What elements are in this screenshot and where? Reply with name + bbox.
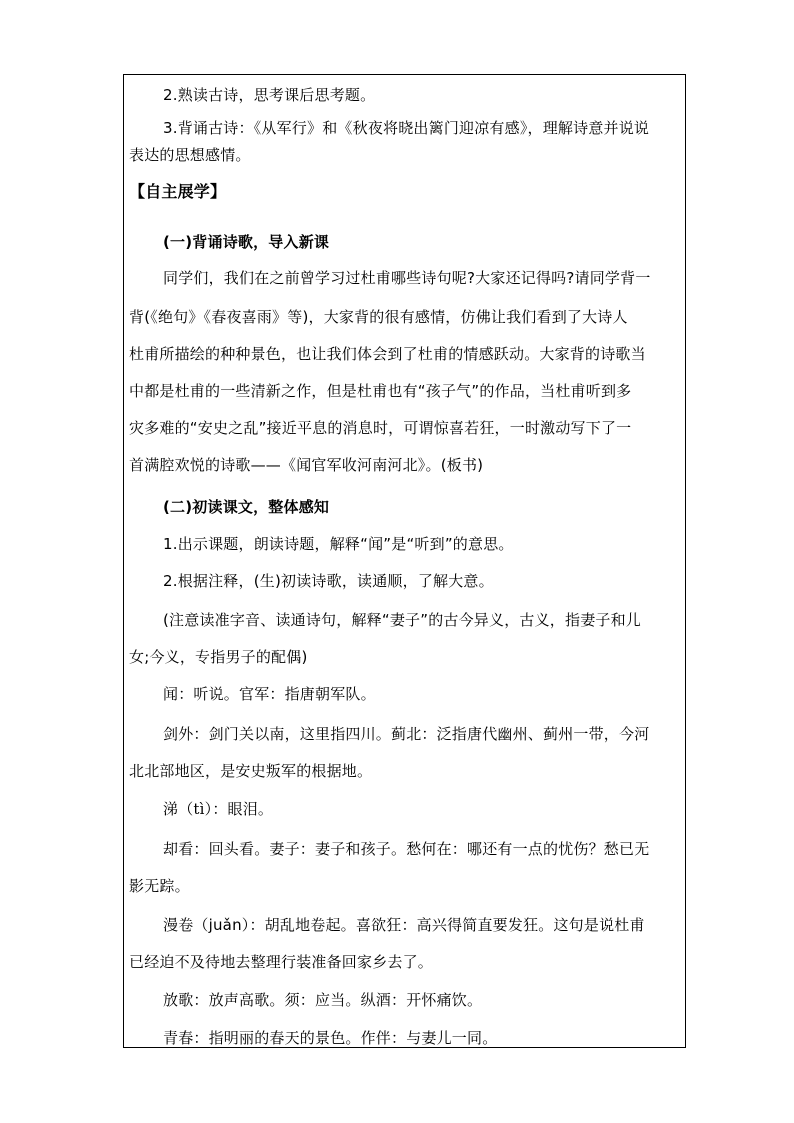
text-line-7: 背(《绝句》《春夜喜雨》等)，大家背的很有感情，仿佛让我们看到了大诗人 (129, 308, 628, 326)
text-line-13: 1.出示课题，朗读诗题，解释“闻”是“听到”的意思。 (163, 535, 514, 553)
text-line-16: 女;今义，专指男子的配偶) (129, 648, 308, 666)
text-line-20: 涕（tì）：眼泪。 (163, 800, 274, 818)
text-line-24: 已经迫不及待地去整理行装准备回家乡去了。 (129, 953, 434, 971)
text-line-1: 2.熟读古诗，思考课后思考题。 (163, 86, 376, 104)
text-line-3: 表达的思想感情。 (129, 146, 251, 164)
text-line-10: 灾多难的“安史之乱”接近平息的消息时，可谓惊喜若狂，一时激动写下了一 (129, 419, 632, 437)
text-line-2: 3.背诵古诗：《从军行》和《秋夜将晓出篱门迎凉有感》，理解诗意并说说 (163, 119, 650, 137)
text-line-22: 影无踪。 (129, 877, 190, 895)
text-line-19: 北北部地区，是安史叛军的根据地。 (129, 762, 373, 780)
text-line-11: 首满腔欢悦的诗歌——《闻官军收河南河北》。(板书) (129, 456, 484, 474)
text-line-14: 2.根据注释，(生)初读诗歌，读通顺，了解大意。 (163, 572, 494, 590)
document-frame (123, 74, 686, 1048)
text-line-21: 却看：回头看。妻子：妻子和孩子。愁何在：哪还有一点的忧伤？愁已无 (163, 840, 650, 858)
text-line-9: 中都是杜甫的一些清新之作，但是杜甫也有“孩子气”的作品，当杜甫听到多 (129, 382, 632, 400)
text-line-23: 漫卷（juǎn）：胡乱地卷起。喜欲狂：高兴得简直要发狂。这句是说杜甫 (163, 916, 645, 934)
subheading-first-reading: (二)初读课文，整体感知 (163, 498, 330, 516)
subheading-recite-poem: (一)背诵诗歌，导入新课 (163, 233, 330, 251)
text-line-6: 同学们，我们在之前曾学习过杜甫哪些诗句呢?大家还记得吗?请同学背一 (163, 269, 651, 287)
text-line-15: (注意读准字音、读通诗句，解释“妻子”的古今异义，古义，指妻子和儿 (163, 611, 641, 629)
text-line-17: 闻：听说。官军：指唐朝军队。 (163, 685, 376, 703)
text-line-18: 剑外：剑门关以南，这里指四川。蓟北：泛指唐代幽州、蓟州一带，今河 (163, 725, 650, 743)
text-line-25: 放歌：放声高歌。须：应当。纵酒：开怀痛饮。 (163, 991, 483, 1009)
text-line-8: 杜甫所描绘的种种景色，也让我们体会到了杜甫的情感跃动。大家背的诗歌当 (129, 345, 646, 363)
text-line-26: 青春：指明丽的春天的景色。作伴：与妻儿一同。 (163, 1029, 498, 1047)
section-heading-self-study: 【自主展学】 (129, 182, 227, 201)
